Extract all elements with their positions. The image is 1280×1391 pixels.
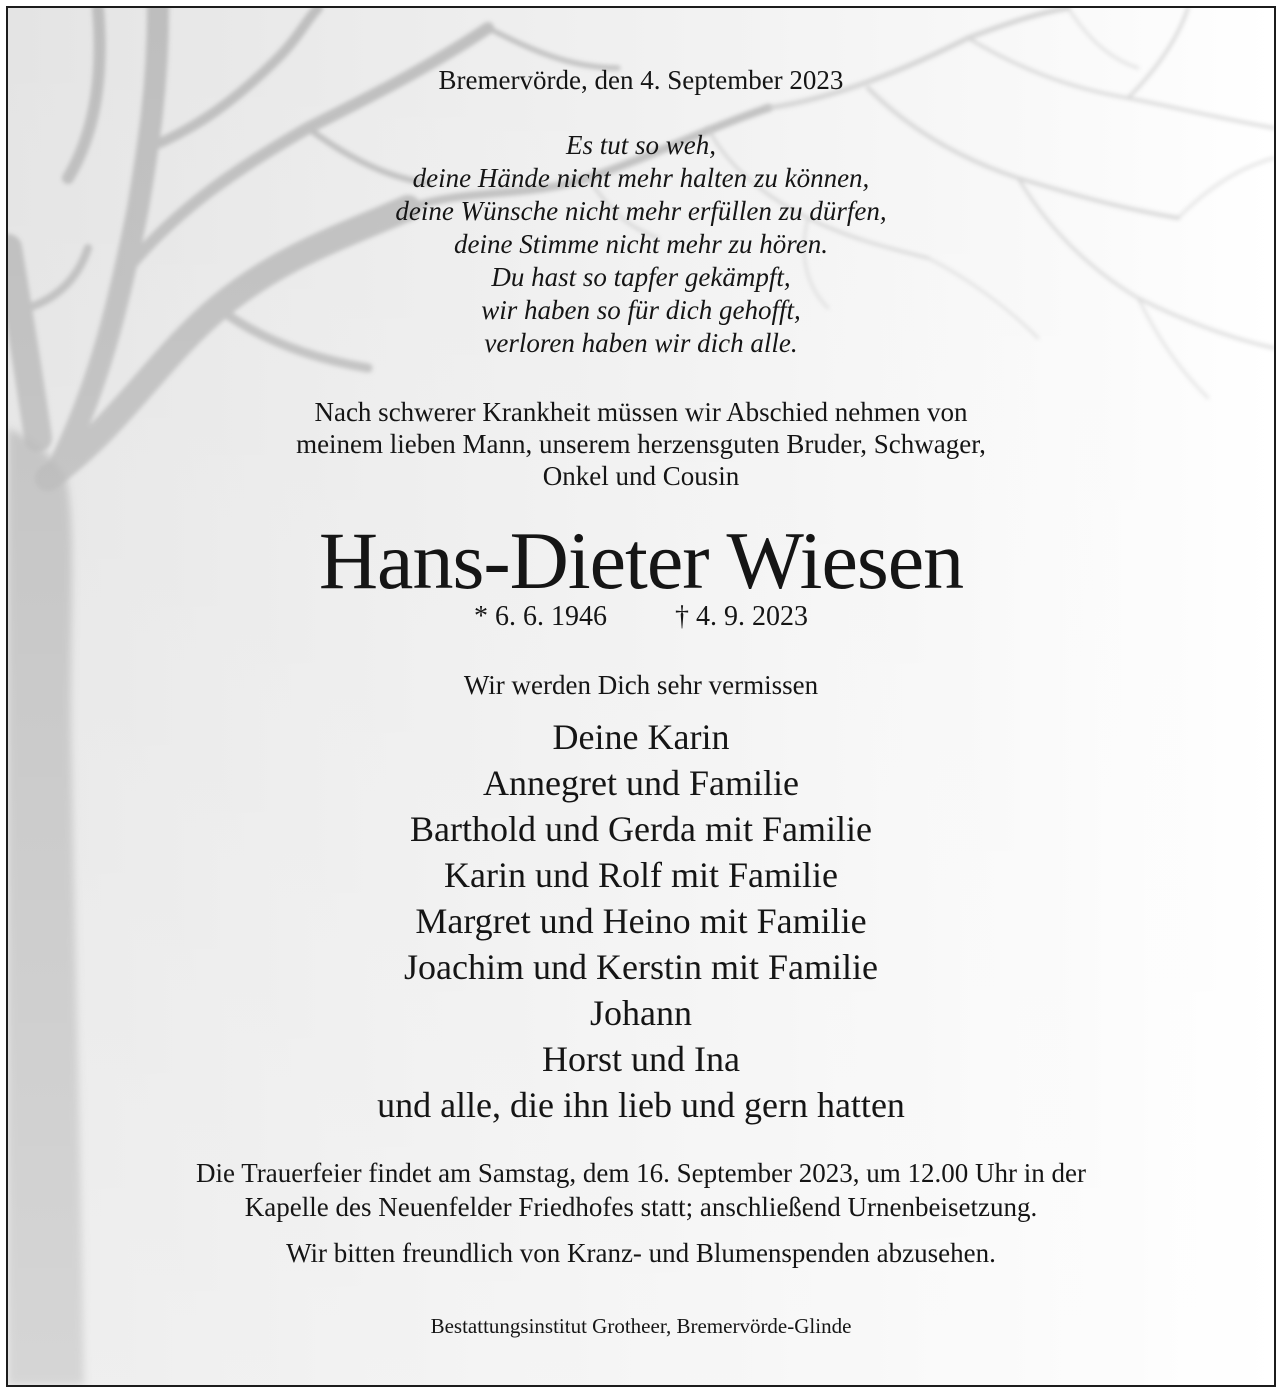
mourner: Margret und Heino mit Familie [415, 901, 867, 941]
mourner: Johann [590, 993, 692, 1033]
service-line: Kapelle des Neuenfelder Friedhofes statt; anschließend Urnenbeisetzung. [244, 1192, 1038, 1222]
birth-date: * 6. 6. 1946 [474, 601, 607, 632]
poem-line: verloren haben wir dich alle. [484, 328, 798, 358]
service-line: Die Trauerfeier findet am Samstag, dem 16. September 2023, um 12.00 Uhr in der [195, 1158, 1087, 1188]
miss-line: Wir werden Dich sehr vermissen [463, 670, 819, 700]
service-info [8, 1156, 1274, 1224]
poem-line: deine Hände nicht mehr halten zu können, [412, 163, 870, 193]
poem-line: deine Stimme nicht mehr zu hören. [454, 229, 828, 259]
flower-request: Wir bitten freundlich von Kranz- und Blumenspenden abzusehen. [286, 1238, 996, 1268]
poem [8, 129, 1274, 360]
mourner: Deine Karin [552, 717, 730, 757]
place-date: Bremervörde, den 4. September 2023 [438, 65, 844, 95]
mourners-list [8, 714, 1274, 1128]
mourner: Karin und Rolf mit Familie [444, 855, 838, 895]
mourner: und alle, die ihn lieb und gern hatten [377, 1085, 905, 1125]
intro-line: Nach schwerer Krankheit müssen wir Abschied nehmen von [314, 397, 968, 427]
intro-line: meinem lieben Mann, unserem herzensguten Bruder, Schwager, [296, 429, 986, 459]
poem-line: deine Wünsche nicht mehr erfüllen zu dürfen, [395, 196, 887, 226]
undertaker: Bestattungsinstitut Grotheer, Bremervörde-Glinde [430, 1314, 852, 1338]
deceased-name: Hans-Dieter Wiesen [318, 515, 964, 606]
obituary-notice [6, 6, 1276, 1387]
poem-line: wir haben so für dich gehofft, [481, 295, 801, 325]
mourner: Annegret und Familie [483, 763, 799, 803]
life-dates [8, 600, 1274, 634]
mourner: Horst und Ina [542, 1039, 740, 1079]
mourner: Joachim und Kerstin mit Familie [404, 947, 878, 987]
intro-text [8, 396, 1274, 492]
death-date: † 4. 9. 2023 [675, 601, 808, 632]
poem-line: Du hast so tapfer gekämpft, [491, 262, 791, 292]
mourner: Barthold und Gerda mit Familie [410, 809, 872, 849]
intro-line: Onkel und Cousin [542, 461, 740, 491]
poem-line: Es tut so weh, [565, 130, 716, 160]
